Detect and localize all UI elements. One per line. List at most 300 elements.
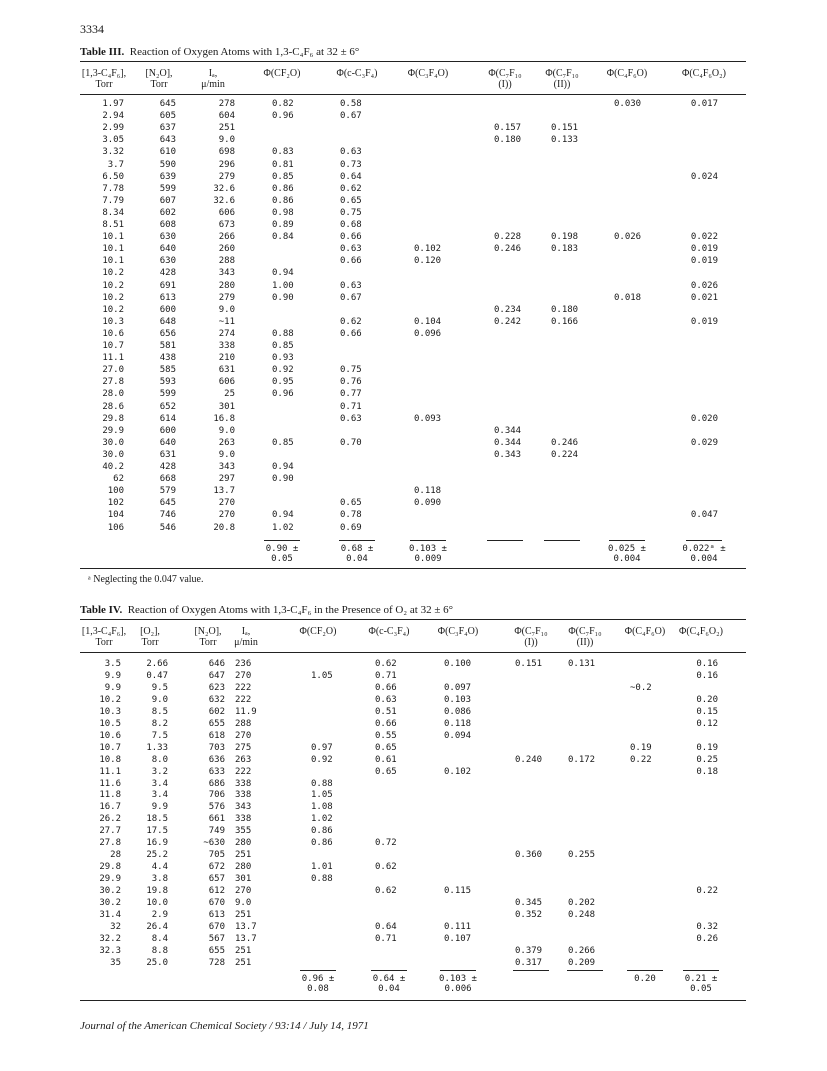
table3-cell: 610 <box>159 147 176 158</box>
table4-cell: 0.103 <box>444 694 472 705</box>
table3-cell: 104 <box>107 510 124 521</box>
table4-cell: 11.9 <box>235 706 257 717</box>
table4-cell: 633 <box>208 766 225 777</box>
table3-header-4: Φ(c-C₃F₄) <box>336 68 378 79</box>
table4-cell: 236 <box>235 659 252 669</box>
table4-cell: 0.92 <box>311 754 333 765</box>
table4-cell: 28 <box>110 850 121 861</box>
table3-header-9: Φ(C₄F₆O₂) <box>682 68 726 79</box>
table3-cell: 0.83 <box>272 147 294 158</box>
table4-summary-cell: 0.20 <box>634 974 656 984</box>
table4-cell: 338 <box>235 790 252 801</box>
table3-summary-rule <box>686 540 722 541</box>
table3-cell: 652 <box>159 401 176 412</box>
table4-cell: 0.12 <box>696 718 718 729</box>
table3-cell: 0.78 <box>340 510 362 521</box>
table3-caption-text: Reaction of Oxygen Atoms with 1,3-C₄F₆ at 32 ± 6° <box>129 46 360 58</box>
table3-cell: 643 <box>159 135 176 146</box>
table3-cell: 10.7 <box>102 341 124 351</box>
table4-cell: 301 <box>235 874 252 885</box>
table3-cell: 631 <box>159 449 176 460</box>
table3-cell: 428 <box>159 462 176 472</box>
table3-cell: 608 <box>159 220 176 230</box>
table4-cell: 613 <box>208 909 225 920</box>
table4-cell: 19.8 <box>146 886 168 897</box>
table3-cell: 8.34 <box>102 207 124 218</box>
table3-cell: 0.228 <box>494 232 522 243</box>
table3-cell: 297 <box>218 474 235 485</box>
table3-cell: 0.62 <box>340 183 362 194</box>
table4-cell: 32 <box>110 921 121 932</box>
table3-cell: 656 <box>159 328 176 339</box>
table3-cell: 0.224 <box>551 449 579 460</box>
table3-cell: 0.183 <box>551 244 579 255</box>
table4-cell: 661 <box>208 814 225 825</box>
table4-cell: 3.5 <box>104 659 121 669</box>
table3-cell: 0.180 <box>494 135 522 146</box>
table4-cell: 11.6 <box>99 778 121 789</box>
table3-summary-rule <box>544 540 580 541</box>
table3-cell: 30.0 <box>102 449 124 460</box>
table4-cell: 0.100 <box>444 659 472 669</box>
table4-top-rule <box>80 619 746 620</box>
table4-cell: 11.8 <box>99 790 121 801</box>
table3-header-1: [N₂O], Torr <box>145 68 173 90</box>
table4-cell: 13.7 <box>235 921 257 932</box>
table3-cell: 62 <box>113 474 124 485</box>
table4-cell: 728 <box>208 957 225 968</box>
table3-cell: 668 <box>159 474 176 485</box>
table4-cell: 3.4 <box>151 778 168 789</box>
table4-cell: 0.19 <box>630 742 652 753</box>
table4-cell: 0.71 <box>375 933 397 944</box>
table3-cell: 0.98 <box>272 207 294 218</box>
table3-cell: 0.180 <box>551 304 579 315</box>
table4-cell: 1.01 <box>311 862 333 873</box>
table3-cell: 0.85 <box>272 341 294 351</box>
table3-cell: 637 <box>159 123 176 134</box>
table3-cell: 0.81 <box>272 159 294 170</box>
table3-cell: 593 <box>159 377 176 388</box>
table4-cell: 9.0 <box>151 694 168 705</box>
table4-cell: 0.26 <box>696 933 718 944</box>
table4-cell: 657 <box>208 874 225 885</box>
table4-cell: 32.2 <box>99 933 121 944</box>
table3-cell: 0.344 <box>494 437 522 448</box>
table3-cell: 3.7 <box>107 159 124 170</box>
table4-cell: 8.0 <box>151 754 168 765</box>
table4-cell: 25.0 <box>146 957 168 968</box>
table4-cell: 1.05 <box>311 790 333 801</box>
table3-cell: 0.64 <box>340 171 362 182</box>
table4-cell: 338 <box>235 778 252 789</box>
table4-cell: 11.1 <box>99 766 121 777</box>
table4-cell: 0.72 <box>375 838 397 849</box>
table3-cell: 640 <box>159 437 176 448</box>
table3-cell: 640 <box>159 244 176 255</box>
table3-cell: 32.6 <box>213 183 235 194</box>
table3-cell: 0.026 <box>690 280 718 291</box>
table4-cell: 0.97 <box>311 742 333 753</box>
table4-cell: 10.5 <box>99 718 121 729</box>
table3-cell: 13.7 <box>213 486 235 497</box>
table3-cell: 599 <box>159 183 176 194</box>
table4-cell: 9.9 <box>104 682 121 693</box>
table4-cell: 16.7 <box>99 802 121 813</box>
table4-cell: 0.18 <box>696 766 718 777</box>
table3-cell: 639 <box>159 171 176 182</box>
table4-cell: 612 <box>208 886 225 897</box>
table4-cell: 602 <box>208 706 225 717</box>
table4-cell: 623 <box>208 682 225 693</box>
table4-cell: 355 <box>235 826 252 837</box>
table4-cell: 0.107 <box>444 933 472 944</box>
table4-cell: 29.8 <box>99 862 121 873</box>
table3-bottom-rule <box>80 568 746 569</box>
table3-cell: 0.242 <box>494 316 522 327</box>
table3-header-6: Φ(C₇F₁₀ (I)) <box>488 68 522 90</box>
table4-cell: 0.240 <box>515 754 543 765</box>
table4-cell: 672 <box>208 862 225 873</box>
table3-cell: 29.9 <box>102 425 124 436</box>
table3-summary-cell: 0.103 ± 0.009 <box>409 544 447 564</box>
table3-cell: 0.246 <box>494 244 522 255</box>
table3-cell: 0.66 <box>340 232 362 243</box>
journal-footer: Journal of the American Chemical Society / 93:14 / July 14, 1971 <box>80 1020 369 1032</box>
table4-cell: 17.5 <box>146 826 168 837</box>
table3-cell: 100 <box>107 486 124 497</box>
table4-cell: 270 <box>235 670 252 681</box>
table4-summary-cell: 0.103 ± 0.006 <box>439 974 477 994</box>
table3-cell: 579 <box>159 486 176 497</box>
table3-cell: 0.166 <box>551 316 579 327</box>
table4-cell: 0.16 <box>696 659 718 669</box>
table3-cell: 9.0 <box>218 135 235 146</box>
table4-cell: 10.2 <box>99 694 121 705</box>
table3-cell: 0.85 <box>272 437 294 448</box>
table4-cell: 1.08 <box>311 802 333 813</box>
table4-cell: 30.2 <box>99 886 121 897</box>
table4-cell: 0.352 <box>515 909 543 920</box>
table3-header-5: Φ(C₃F₄O) <box>407 68 449 79</box>
table3-cell: 0.102 <box>414 244 442 255</box>
table4-cell: 618 <box>208 730 225 741</box>
table3-cell: 0.69 <box>340 522 362 533</box>
table3-cell: 0.71 <box>340 401 362 412</box>
table4-cell: 0.15 <box>696 706 718 717</box>
table4-cell: 280 <box>235 862 252 873</box>
table3-cell: 0.104 <box>414 316 442 327</box>
table4-header-3: Iₐ, μ/min <box>234 626 258 648</box>
table3-cell: 0.021 <box>690 292 718 303</box>
table4-cell: 16.9 <box>146 838 168 849</box>
table3-cell: 278 <box>218 99 235 109</box>
table4-cell: 0.111 <box>444 921 472 932</box>
table3-cell: 599 <box>159 389 176 400</box>
table3-cell: 614 <box>159 413 176 424</box>
table4-cell: 670 <box>208 898 225 908</box>
table4-cell: 9.5 <box>151 682 168 693</box>
table3-cell: 645 <box>159 99 176 109</box>
table3-cell: 288 <box>218 256 235 267</box>
table4-cell: 655 <box>208 945 225 956</box>
table3-footnote: ᵃ Neglecting the 0.047 value. <box>88 574 204 585</box>
table4-summary-rule <box>440 970 476 971</box>
table4-cell: 26.4 <box>146 921 168 932</box>
table4-summary-rule <box>627 970 663 971</box>
table3-summary-cell: 0.022ᵃ ± 0.004 <box>682 544 726 564</box>
table4-cell: 280 <box>235 838 252 849</box>
table4-cell: 0.47 <box>146 670 168 681</box>
table4-cell: 0.360 <box>515 850 543 861</box>
table3-cell: 0.66 <box>340 256 362 267</box>
table4-cell: 263 <box>235 754 252 765</box>
table4-cell: 686 <box>208 778 225 789</box>
table3-cell: 9.0 <box>218 425 235 436</box>
table3-cell: 9.0 <box>218 304 235 315</box>
table4-header-9: Φ(C₄F₆O) <box>624 626 666 637</box>
table4-cell: 0.62 <box>375 886 397 897</box>
table4-cell: 0.379 <box>515 945 543 956</box>
table3-cell: 585 <box>159 365 176 376</box>
table4-cell: 0.66 <box>375 682 397 693</box>
table3-cell: 32.6 <box>213 195 235 206</box>
table4-cell: 222 <box>235 694 252 705</box>
table3-cell: 10.2 <box>102 304 124 315</box>
table4-header-10: Φ(C₄F₆O₂) <box>679 626 723 637</box>
table4-cell: 8.4 <box>151 933 168 944</box>
table4-cell: 0.22 <box>696 886 718 897</box>
table3-cell: 0.92 <box>272 365 294 376</box>
table3-cell: 0.029 <box>690 437 718 448</box>
table4-cell: 32.3 <box>99 945 121 956</box>
table4-cell: 251 <box>235 909 252 920</box>
table3-cell: 10.1 <box>102 256 124 267</box>
table4-cell: 18.5 <box>146 814 168 825</box>
table4-cell: 0.65 <box>375 742 397 753</box>
table3-cell: 106 <box>107 522 124 533</box>
table4-cell: 567 <box>208 933 225 944</box>
table3-caption-label: Table III. <box>80 46 125 58</box>
table4-summary-rule <box>567 970 603 971</box>
table4-cell: 0.209 <box>568 957 596 968</box>
table3-cell: 0.047 <box>690 510 718 521</box>
table4-cell: 0.097 <box>444 682 472 693</box>
table3-cell: 0.65 <box>340 195 362 206</box>
table3-cell: 10.3 <box>102 316 124 327</box>
table3-top-rule <box>80 61 746 62</box>
table3-cell: 0.90 <box>272 292 294 303</box>
table4-cell: 0.172 <box>568 754 596 765</box>
page-number: 3334 <box>80 22 104 36</box>
table4-cell: 275 <box>235 742 252 753</box>
table4-cell: 632 <box>208 694 225 705</box>
table4-summary-rule <box>683 970 719 971</box>
table4-caption-text: Reaction of Oxygen Atoms with 1,3-C₄F₆ in the Presence of O₂ at 32 ± 6° <box>127 604 454 616</box>
table3-cell: 0.017 <box>690 99 718 109</box>
table3-cell: 10.1 <box>102 244 124 255</box>
table4-cell: 0.248 <box>568 909 596 920</box>
table4-cell: ~630 <box>203 838 225 849</box>
table4-cell: 0.086 <box>444 706 472 717</box>
table3-cell: 606 <box>218 377 235 388</box>
table3-cell: 9.0 <box>218 449 235 460</box>
table3-cell: 0.90 <box>272 474 294 485</box>
table4-cell: 251 <box>235 957 252 968</box>
table4-header-4: Φ(CF₂O) <box>299 626 337 637</box>
table3-cell: 0.77 <box>340 389 362 400</box>
table3-header-0: [1,3-C₄F₆], Torr <box>81 68 127 90</box>
table3-cell: 279 <box>218 171 235 182</box>
table4-bottom-rule <box>80 1000 746 1001</box>
table4-cell: 0.86 <box>311 826 333 837</box>
table4-cell: 3.8 <box>151 874 168 885</box>
table4-cell: 0.118 <box>444 718 472 729</box>
table3-cell: 438 <box>159 353 176 364</box>
table4-cell: 10.0 <box>146 898 168 908</box>
table4-cell: 0.131 <box>568 659 596 669</box>
table4-cell: 0.094 <box>444 730 472 741</box>
table4-cell: 2.9 <box>151 909 168 920</box>
table4-cell: 0.151 <box>515 659 543 669</box>
table3-cell: 428 <box>159 268 176 279</box>
table3-cell: 630 <box>159 232 176 243</box>
table4-cell: 0.19 <box>696 742 718 753</box>
table4-cell: 10.3 <box>99 706 121 717</box>
table4-cell: 10.6 <box>99 730 121 741</box>
table4-cell: 8.2 <box>151 718 168 729</box>
table3-header-8: Φ(C₄F₆O) <box>606 68 648 79</box>
table3-cell: 0.093 <box>414 413 442 424</box>
table4-cell: 251 <box>235 850 252 861</box>
table4-cell: 251 <box>235 945 252 956</box>
table3-cell: 338 <box>218 341 235 351</box>
table4-header-8: Φ(C₇F₁₀ (II)) <box>568 626 602 648</box>
table3-cell: 0.94 <box>272 462 294 472</box>
table4-caption <box>80 604 453 616</box>
table3-cell: 631 <box>218 365 235 376</box>
table3-cell: 0.65 <box>340 498 362 509</box>
table4-cell: 1.05 <box>311 670 333 681</box>
table3-cell: 25 <box>224 389 235 400</box>
table3-cell: 270 <box>218 510 235 521</box>
table3-cell: 0.86 <box>272 195 294 206</box>
table3-cell: 102 <box>107 498 124 509</box>
table4-header-6: Φ(C₃F₄O) <box>437 626 479 637</box>
table4-cell: 576 <box>208 802 225 813</box>
table3-cell: 0.93 <box>272 353 294 364</box>
table3-cell: 260 <box>218 244 235 255</box>
table4-summary-cell: 0.96 ± 0.08 <box>301 974 335 994</box>
table3-cell: 10.2 <box>102 280 124 291</box>
table3-cell: 0.95 <box>272 377 294 388</box>
table3-cell: 10.2 <box>102 292 124 303</box>
table3-cell: 0.343 <box>494 449 522 460</box>
table3-cell: 296 <box>218 159 235 170</box>
table3-cell: 0.66 <box>340 328 362 339</box>
table3-cell: 0.94 <box>272 510 294 521</box>
table4-cell: 0.32 <box>696 921 718 932</box>
table4-cell: 8.8 <box>151 945 168 956</box>
table4-cell: 4.4 <box>151 862 168 873</box>
table3-cell: 0.234 <box>494 304 522 315</box>
table3-cell: 648 <box>159 316 176 327</box>
table4-cell: 222 <box>235 682 252 693</box>
table3-cell: 251 <box>218 123 235 134</box>
table3-summary-cell: 0.68 ± 0.04 <box>340 544 374 564</box>
table3-cell: 0.020 <box>690 413 718 424</box>
table4-cell: 0.64 <box>375 921 397 932</box>
table3-cell: 0.85 <box>272 171 294 182</box>
table3-cell: 270 <box>218 498 235 509</box>
table4-cell: 270 <box>235 886 252 897</box>
table3-summary-cell: 0.025 ± 0.004 <box>608 544 646 564</box>
table3-cell: 691 <box>159 280 176 291</box>
table3-cell: 40.2 <box>102 462 124 472</box>
table3-cell: 343 <box>218 462 235 472</box>
table3-summary-rule <box>264 540 300 541</box>
table4-cell: 0.62 <box>375 659 397 669</box>
table3-cell: 581 <box>159 341 176 351</box>
table4-cell: 338 <box>235 814 252 825</box>
table4-cell: 647 <box>208 670 225 681</box>
table4-cell: 0.51 <box>375 706 397 717</box>
table3-cell: 0.62 <box>340 316 362 327</box>
table4-cell: 749 <box>208 826 225 837</box>
table4-header-rule <box>80 652 746 653</box>
table4-header-0: [1,3-C₄F₆], Torr <box>81 626 127 648</box>
table3-header-7: Φ(C₇F₁₀ (II)) <box>545 68 579 90</box>
table4-cell: 10.8 <box>99 754 121 765</box>
table3-cell: 645 <box>159 498 176 509</box>
table4-cell: 31.4 <box>99 909 121 920</box>
table3-cell: 0.019 <box>690 316 718 327</box>
table4-cell: 0.88 <box>311 778 333 789</box>
table4-cell: 27.8 <box>99 838 121 849</box>
table4-cell: 7.5 <box>151 730 168 741</box>
table3-cell: 604 <box>218 111 235 122</box>
table3-cell: 746 <box>159 510 176 521</box>
table3-cell: 0.198 <box>551 232 579 243</box>
table3-cell: 11.1 <box>102 353 124 364</box>
table3-cell: 698 <box>218 147 235 158</box>
table3-cell: 0.118 <box>414 486 442 497</box>
table3-cell: 0.157 <box>494 123 522 134</box>
table4-caption-label: Table IV. <box>80 604 123 616</box>
table4-header-7: Φ(C₇F₁₀ (I)) <box>514 626 548 648</box>
table3-cell: 28.6 <box>102 401 124 412</box>
table3-cell: ~11 <box>218 316 235 327</box>
table3-caption <box>80 46 359 58</box>
table4-cell: 705 <box>208 850 225 861</box>
table4-cell: 0.63 <box>375 694 397 705</box>
table3-cell: 0.70 <box>340 437 362 448</box>
table3-cell: 0.120 <box>414 256 442 267</box>
table3-cell: 29.8 <box>102 413 124 424</box>
table3-summary-rule <box>410 540 446 541</box>
table3-cell: 2.94 <box>102 111 124 122</box>
table3-cell: 7.78 <box>102 183 124 194</box>
table3-cell: 0.67 <box>340 292 362 303</box>
table3-cell: 2.99 <box>102 123 124 134</box>
table3-summary-cell: 0.90 ± 0.05 <box>265 544 299 564</box>
table4-cell: 703 <box>208 742 225 753</box>
table3-cell: 16.8 <box>213 413 235 424</box>
table3-cell: 0.133 <box>551 135 579 146</box>
table3-cell: 0.82 <box>272 99 294 109</box>
table4-cell: 3.2 <box>151 766 168 777</box>
table3-cell: 0.019 <box>690 244 718 255</box>
